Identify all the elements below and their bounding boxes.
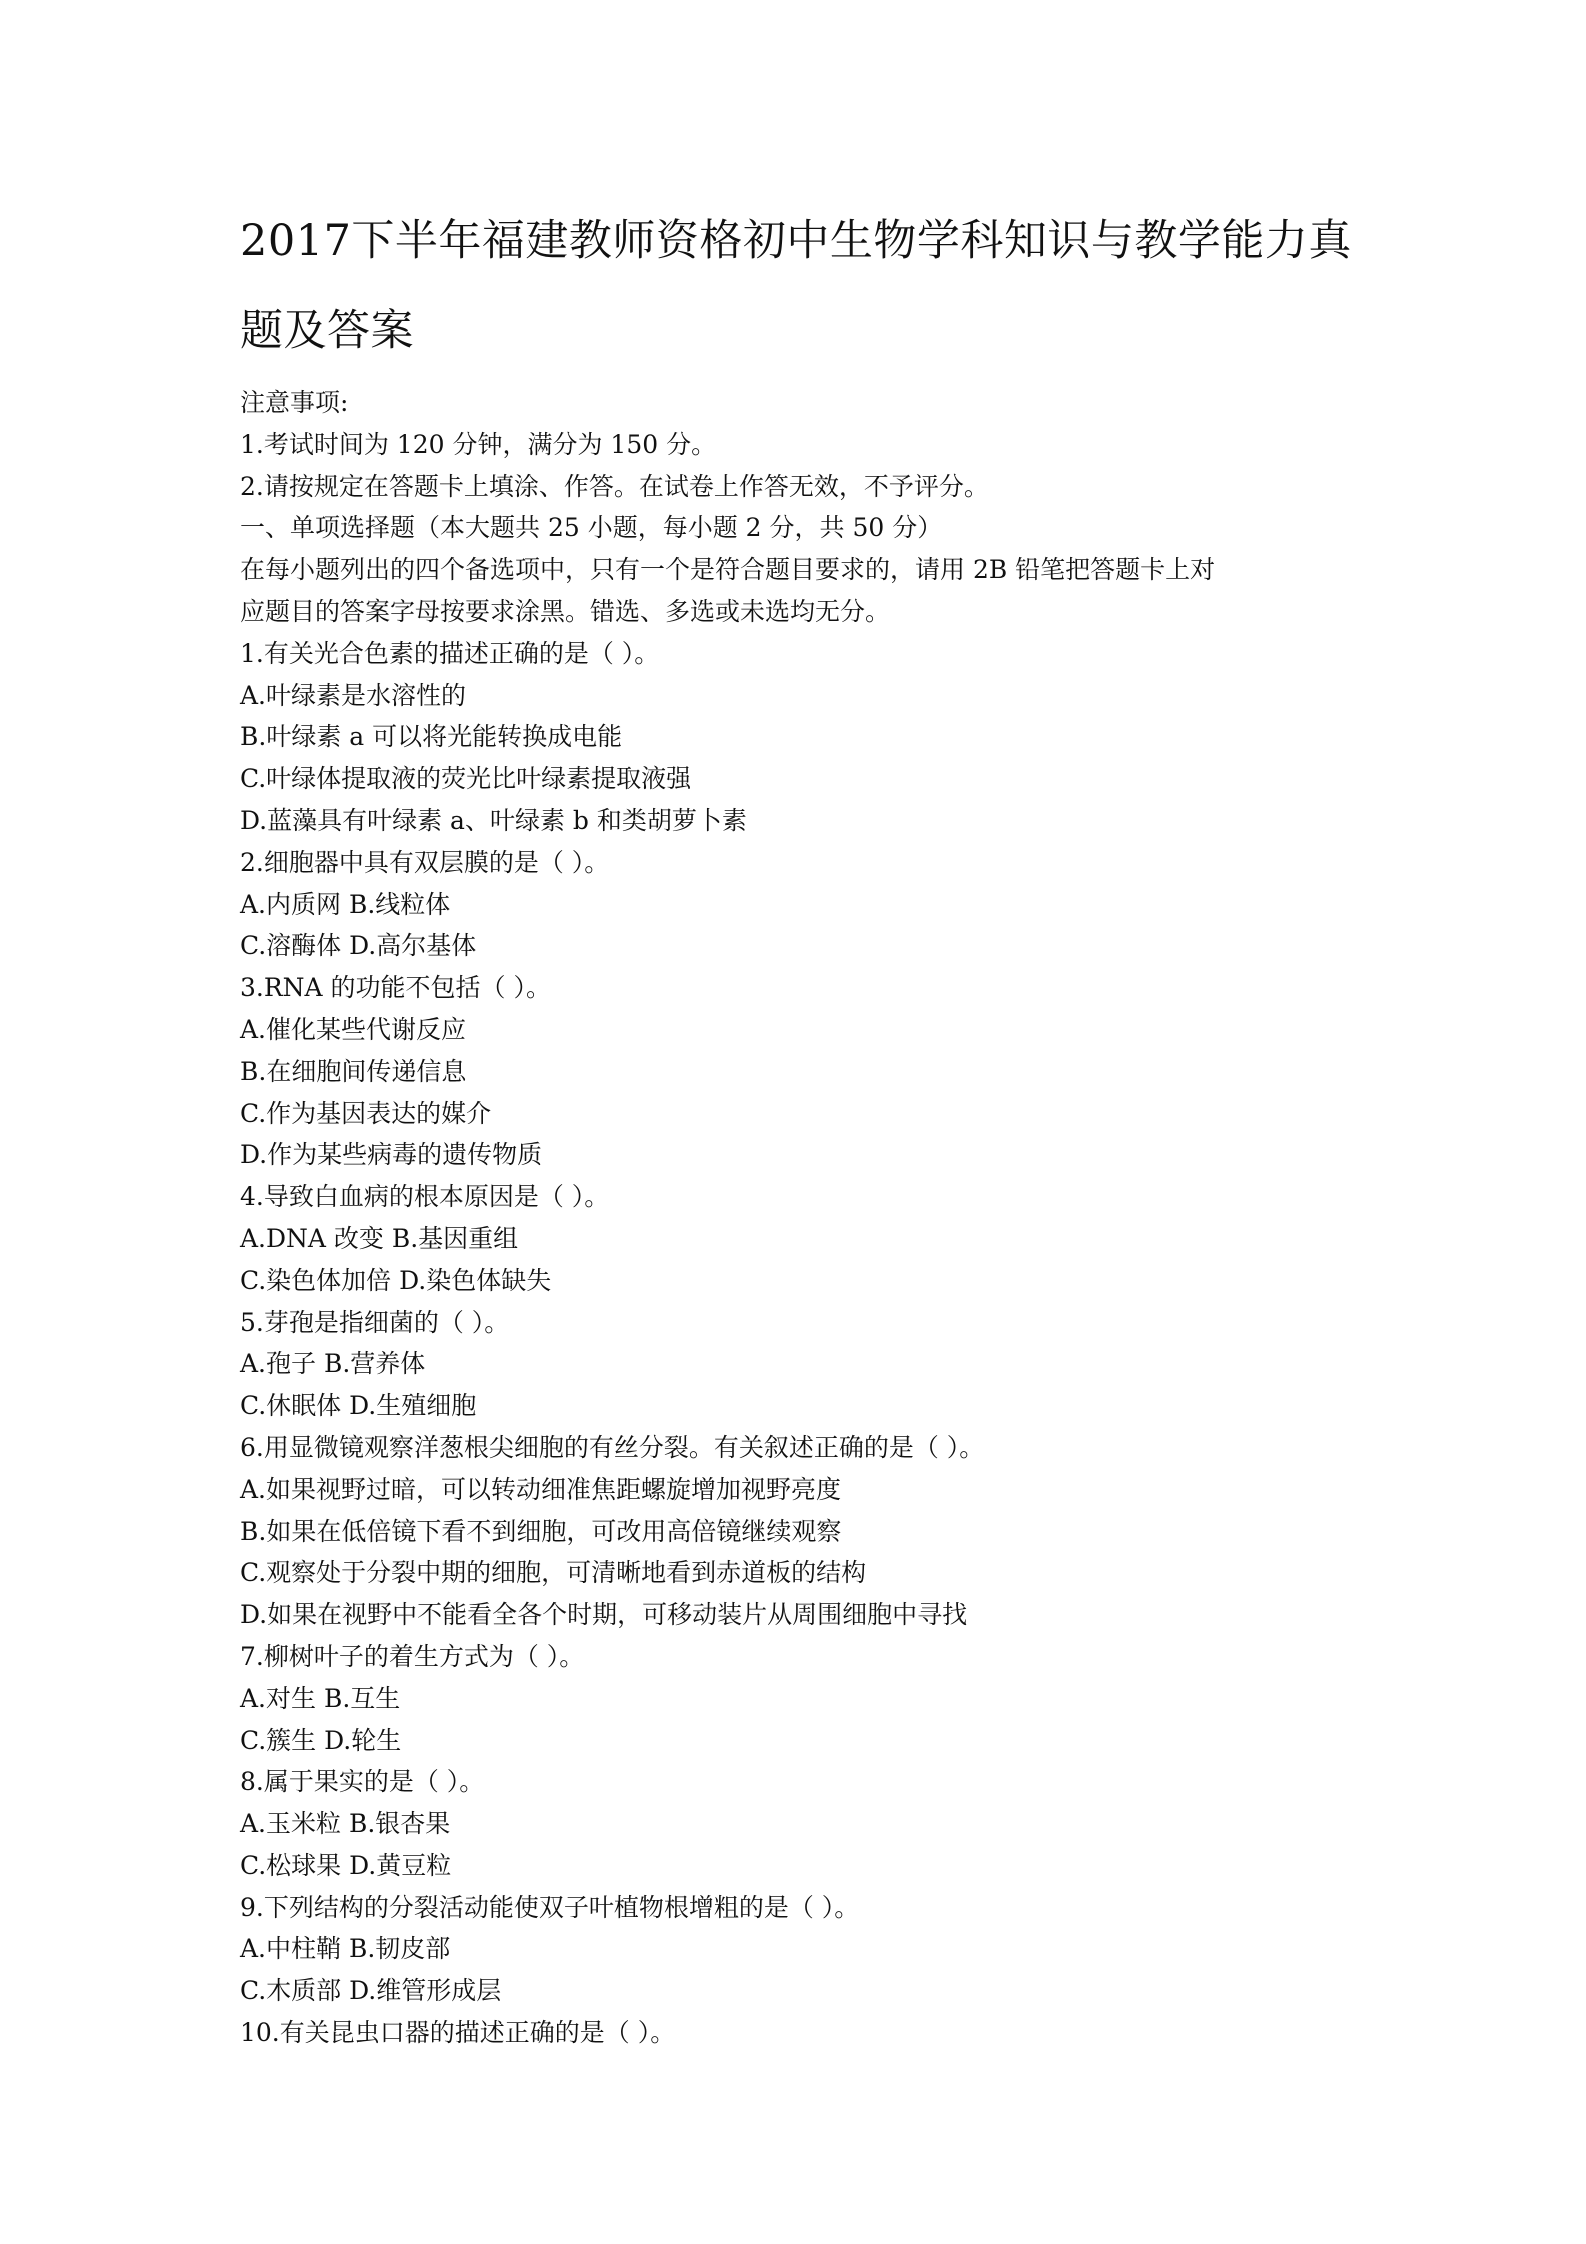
- question-option: A.催化某些代谢反应: [240, 1014, 467, 1044]
- question-item: [240, 1302, 1360, 1427]
- question-stem: 4.导致白血病的根本原因是（ ）。: [240, 1182, 610, 1212]
- question-option: C.松球果 D.黄豆粒: [240, 1850, 452, 1880]
- question-stem: 9.下列结构的分裂活动能使双子叶植物根增粗的是（ ）。: [240, 1892, 860, 1922]
- question-stem: 3.RNA 的功能不包括（ ）。: [240, 973, 551, 1003]
- question-option: C.溶酶体 D.高尔基体: [240, 931, 477, 961]
- section-heading: 一、单项选择题（本大题共 25 小题，每小题 2 分，共 50 分）: [240, 513, 943, 543]
- question-option: A.叶绿素是水溶性的: [240, 680, 467, 710]
- question-item: [240, 842, 1360, 967]
- question-item: [240, 967, 1360, 1176]
- notes-heading: 注意事项:: [240, 388, 349, 417]
- section-instruction-line: 应题目的答案字母按要求涂黑。错选、多选或未选均无分。: [240, 596, 891, 626]
- question-stem: 10.有关昆虫口器的描述正确的是（ ）。: [240, 2018, 676, 2048]
- question-option: C.观察处于分裂中期的细胞，可清晰地看到赤道板的结构: [240, 1558, 867, 1588]
- title-line-1: 2017下半年福建教师资格初中生物学科知识与教学能力真: [240, 216, 1352, 266]
- question-option: A.DNA 改变 B.基因重组: [240, 1223, 519, 1253]
- question-item: [240, 1761, 1360, 1886]
- question-option: C.簇生 D.轮生: [240, 1725, 402, 1755]
- question-option: C.染色体加倍 D.染色体缺失: [240, 1265, 552, 1295]
- title-line-2: 题及答案: [240, 306, 414, 356]
- notes-section: [240, 382, 1360, 507]
- question-item: [240, 1636, 1360, 1761]
- question-option: A.对生 B.互生: [240, 1683, 401, 1713]
- question-stem: 5.芽孢是指细菌的（ ）。: [240, 1307, 510, 1337]
- question-option: C.木质部 D.维管形成层: [240, 1976, 502, 2006]
- question-stem: 8.属于果实的是（ ）。: [240, 1767, 485, 1797]
- question-option: D.作为某些病毒的遗传物质: [240, 1140, 543, 1170]
- question-item: [240, 633, 1360, 842]
- question-stem: 2.细胞器中具有双层膜的是（ ）。: [240, 847, 610, 877]
- question-item: [240, 1887, 1360, 2012]
- question-item: [240, 1176, 1360, 1301]
- document-title: [240, 196, 1360, 376]
- question-option: C.休眠体 D.生殖细胞: [240, 1391, 477, 1421]
- section-intro: [240, 507, 1360, 632]
- note-item: 2.请按规定在答题卡上填涂、作答。在试卷上作答无效，不予评分。: [240, 471, 989, 501]
- question-stem: 1.有关光合色素的描述正确的是（ ）。: [240, 638, 660, 668]
- question-option: B.叶绿素 a 可以将光能转换成电能: [240, 722, 623, 752]
- document-page: [240, 196, 1360, 2054]
- question-stem: 7.柳树叶子的着生方式为（ ）。: [240, 1641, 585, 1671]
- question-option: D.如果在视野中不能看全各个时期，可移动装片从周围细胞中寻找: [240, 1600, 968, 1630]
- note-item: 1.考试时间为 120 分钟，满分为 150 分。: [240, 429, 717, 459]
- question-stem: 6.用显微镜观察洋葱根尖细胞的有丝分裂。有关叙述正确的是（ ）。: [240, 1432, 985, 1462]
- question-option: A.孢子 B.营养体: [240, 1349, 426, 1379]
- question-option: A.内质网 B.线粒体: [240, 889, 451, 919]
- section-instruction-line: 在每小题列出的四个备选项中，只有一个是符合题目要求的，请用 2B 铅笔把答题卡上对: [240, 555, 1216, 585]
- question-option: B.如果在低倍镜下看不到细胞，可改用高倍镜继续观察: [240, 1516, 842, 1546]
- question-option: A.玉米粒 B.银杏果: [240, 1809, 451, 1839]
- question-option: C.叶绿体提取液的荧光比叶绿素提取液强: [240, 764, 692, 794]
- question-option: A.如果视野过暗，可以转动细准焦距螺旋增加视野亮度: [240, 1474, 842, 1504]
- question-option: D.蓝藻具有叶绿素 a、叶绿素 b 和类胡萝卜素: [240, 805, 747, 835]
- question-item: [240, 2012, 1360, 2054]
- question-option: C.作为基因表达的媒介: [240, 1098, 492, 1128]
- question-item: [240, 1427, 1360, 1636]
- question-list: [240, 633, 1360, 2054]
- question-option: A.中柱鞘 B.韧皮部: [240, 1934, 451, 1964]
- question-option: B.在细胞间传递信息: [240, 1056, 467, 1086]
